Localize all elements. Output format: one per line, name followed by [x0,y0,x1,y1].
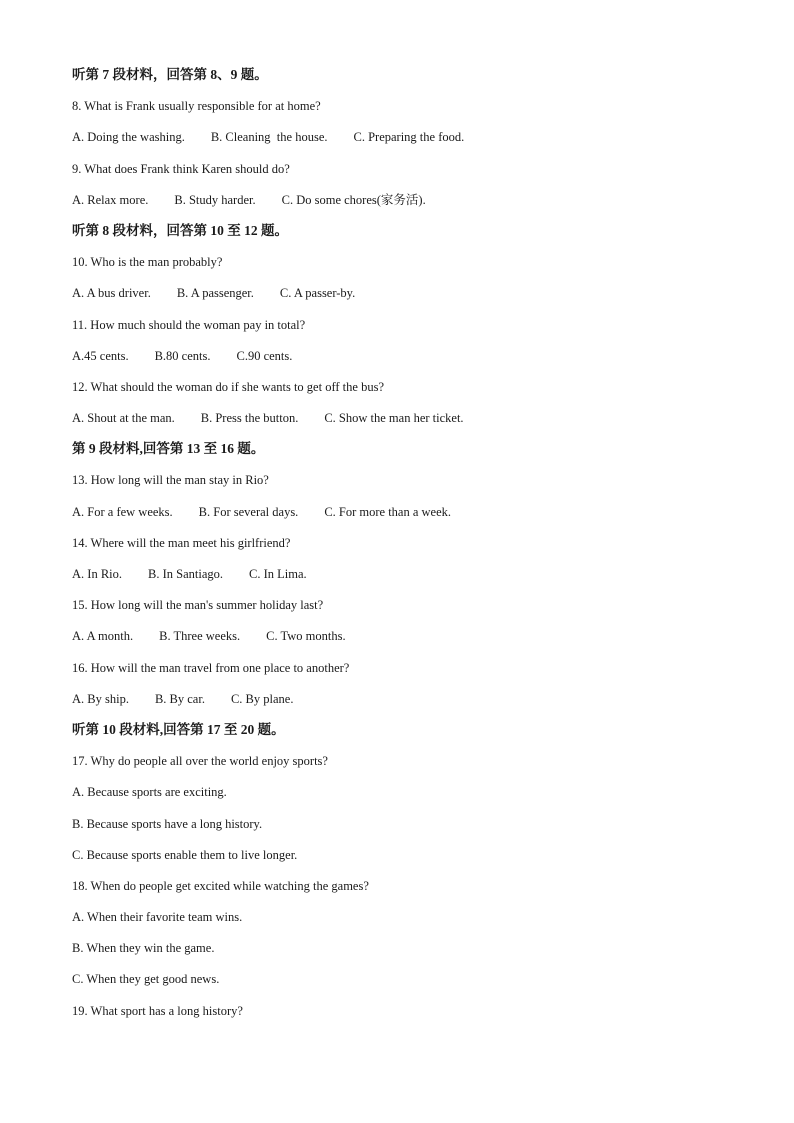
question-text: 13. How long will the man stay in Rio? [72,473,269,488]
listening-section [72,64,752,1031]
answer-option: B. Press the button. [200,411,299,426]
answer-option: C. Two months. [266,629,346,644]
section-heading: 听第 8 段材料，回答第 10 至 12 题。 [72,222,288,238]
answer-option: A. Shout at the man. [72,411,175,426]
answer-option: C. For more than a week. [324,504,452,519]
answer-option: C. When they get good news. [72,972,220,987]
options-row [72,501,752,532]
answer-option: C. Do some chores(家务活). [281,192,426,207]
options-row [72,688,752,719]
answer-option: C. Show the man her ticket. [324,411,464,426]
question-text: 15. How long will the man's summer holiday last? [72,598,324,613]
answer-option: A. Doing the washing. [72,130,185,145]
answer-option: A. In Rio. [72,567,122,581]
answer-option: B. For several days. [198,504,299,519]
question-text: 10. Who is the man probably? [72,255,223,270]
answer-option: B. By car. [154,691,205,706]
question-text: 11. How much should the woman pay in total? [72,317,306,332]
answer-option: A. By ship. [72,691,129,706]
options-row [72,345,752,376]
answer-option: A. A month. [72,629,134,644]
question-text: 8. What is Frank usually responsible for at home? [72,99,321,114]
section-heading: 听第 10 段材料,回答第 17 至 20 题。 [72,721,285,737]
answer-option: B. Because sports have a long history. [72,816,263,831]
options-row [72,625,752,656]
answer-option: B. A passenger. [176,286,254,301]
answer-option: B. In Santiago. [148,567,223,581]
answer-option: C. Because sports enable them to live longer. [72,847,298,862]
section-heading: 听第 7 段材料，回答第 8、9 题。 [72,67,268,82]
answer-option: A. For a few weeks. [72,504,173,519]
answer-option: A. When their favorite team wins. [72,910,243,925]
options-row [72,563,752,594]
question-text: 12. What should the woman do if she wants to get off the bus? [72,379,384,394]
answer-option: A. Relax more. [72,192,149,207]
question-text: 17. Why do people all over the world enjoy sports? [72,754,328,769]
answer-option: A. Because sports are exciting. [72,785,227,800]
options-row [72,189,752,220]
answer-option: A.45 cents. [72,348,129,363]
question-text: 9. What does Frank think Karen should do? [72,161,290,176]
question-text: 14. Where will the man meet his girlfriend? [72,535,291,550]
answer-option: C. By plane. [230,691,294,706]
options-row [72,282,752,313]
question-text: 18. When do people get excited while watching the games? [72,878,369,893]
answer-option: B. Study harder. [174,192,256,207]
options-row [72,126,752,157]
answer-option: B. When they win the game. [72,941,215,956]
answer-option: C. Preparing the food. [353,130,465,145]
answer-option: A. A bus driver. [72,286,151,301]
options-row [72,407,752,438]
answer-option: B. Three weeks. [159,629,241,644]
answer-option: B. Cleaning the house. [210,130,328,145]
answer-option: C. In Lima. [249,567,307,581]
answer-option: C.90 cents. [236,348,293,363]
section-heading: 第 9 段材料,回答第 13 至 16 题。 [72,441,265,457]
answer-option: B.80 cents. [154,348,211,363]
question-text: 19. What sport has a long history? [72,1003,243,1018]
question-text: 16. How will the man travel from one place to another? [72,660,350,675]
answer-option: C. A passer-by. [279,286,356,301]
